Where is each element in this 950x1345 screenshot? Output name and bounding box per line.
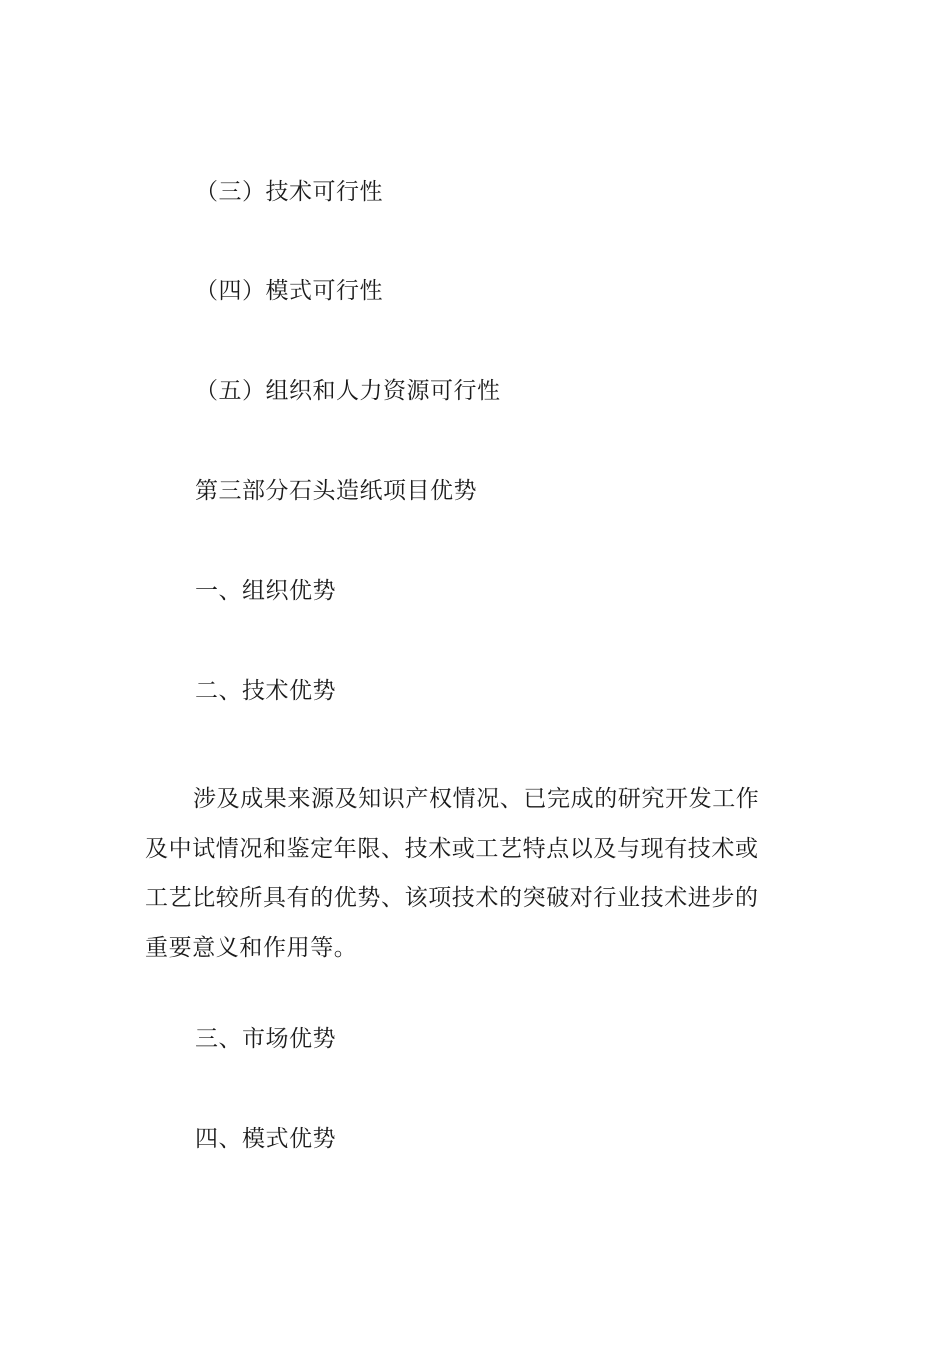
heading-market-advantage: 三、市场优势 — [195, 1026, 336, 1052]
body-paragraph — [145, 775, 760, 973]
paragraph-line: 及中试情况和鉴定年限、技术或工艺特点以及与现有技术或 — [145, 835, 759, 862]
heading-org-advantage: 一、组织优势 — [195, 578, 336, 604]
heading-tech-feasibility: （三）技术可行性 — [195, 179, 383, 205]
heading-model-feasibility: （四）模式可行性 — [195, 278, 383, 304]
section-title-part-three: 第三部分石头造纸项目优势 — [195, 478, 477, 504]
heading-tech-advantage: 二、技术优势 — [195, 678, 336, 704]
paragraph-line: 涉及成果来源及知识产权情况、已完成的研究开发工作 — [193, 786, 760, 812]
heading-model-advantage: 四、模式优势 — [195, 1126, 336, 1152]
paragraph-line: 重要意义和作用等。 — [145, 934, 358, 961]
heading-org-hr-feasibility: （五）组织和人力资源可行性 — [195, 378, 501, 404]
paragraph-line: 工艺比较所具有的优势、该项技术的突破对行业技术进步的 — [145, 885, 759, 911]
